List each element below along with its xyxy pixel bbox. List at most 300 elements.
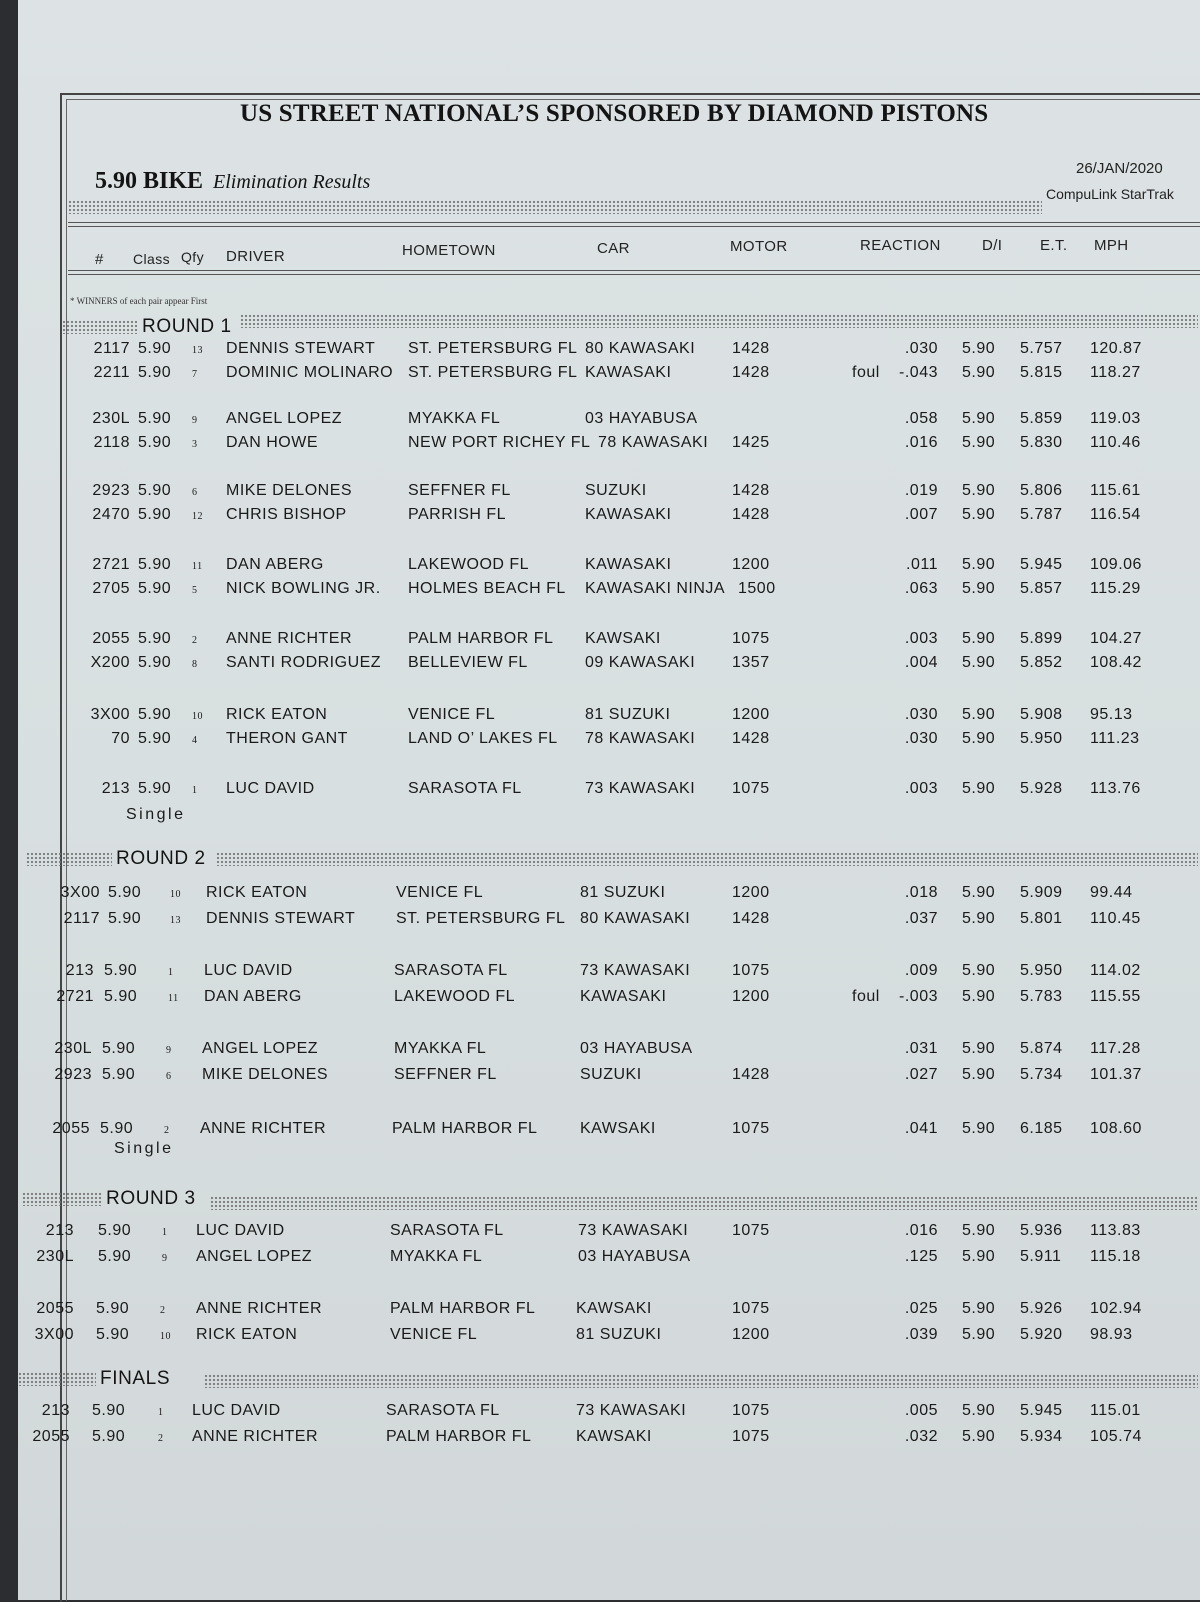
motor-cell: 1075 <box>732 1428 770 1445</box>
hometown-cell: SEFFNER FL <box>394 1066 497 1083</box>
driver-cell: RICK EATON <box>206 884 308 901</box>
driver-cell: THERON GANT <box>226 730 348 747</box>
event-title: US STREET NATIONAL’S SPONSORED BY DIAMOND PISTONS <box>240 100 989 127</box>
car-cell: 09 KAWASAKI <box>585 654 696 671</box>
car-cell: KAWSAKI <box>585 630 661 647</box>
motor-cell: 1200 <box>732 1326 770 1343</box>
hometown-cell: VENICE FL <box>408 706 496 723</box>
car-number: 2923 <box>54 1066 92 1083</box>
car-cell: 81 SUZUKI <box>580 884 666 901</box>
qualifier-cell: 13 <box>170 915 181 926</box>
dial-in-cell: 5.90 <box>962 730 996 747</box>
class-cell: 5.90 <box>92 1402 126 1419</box>
class-cell: 5.90 <box>138 482 172 499</box>
mph-cell: 98.93 <box>1090 1326 1133 1343</box>
timing-system: CompuLink StarTrak <box>1046 186 1174 202</box>
result-row <box>0 630 1200 654</box>
col-header-class: Class <box>133 251 171 267</box>
hometown-cell: PALM HARBOR FL <box>392 1120 538 1137</box>
driver-cell: ANGEL LOPEZ <box>226 410 343 427</box>
result-row <box>0 1066 1200 1090</box>
class-cell: 5.90 <box>138 654 172 671</box>
car-number: 2055 <box>36 1300 74 1317</box>
result-row <box>0 988 1200 1012</box>
divider-line <box>68 222 1200 223</box>
qualifier-cell: 2 <box>192 635 198 646</box>
driver-cell: DENNIS STEWART <box>226 340 376 357</box>
dial-in-cell: 5.90 <box>962 1326 996 1343</box>
car-number: 3X00 <box>90 706 130 723</box>
et-cell: 5.950 <box>1020 962 1063 979</box>
et-cell: 5.857 <box>1020 580 1063 597</box>
car-cell: 81 SUZUKI <box>585 706 671 723</box>
qualifier-cell: 2 <box>158 1433 164 1444</box>
reaction-cell: .005 <box>904 1402 938 1419</box>
reaction-cell: .025 <box>904 1300 938 1317</box>
dial-in-cell: 5.90 <box>962 1300 996 1317</box>
result-row <box>0 410 1200 434</box>
et-cell: 5.928 <box>1020 780 1063 797</box>
car-cell: KAWASAKI <box>580 988 667 1005</box>
driver-cell: DENNIS STEWART <box>206 910 356 927</box>
reaction-cell: .019 <box>904 482 938 499</box>
driver-cell: SANTI RODRIGUEZ <box>226 654 382 671</box>
result-row <box>0 1428 1200 1452</box>
car-cell: KAWASAKI <box>585 556 672 573</box>
winners-note: * WINNERS of each pair appear First <box>70 296 208 306</box>
qualifier-cell: 2 <box>160 1305 166 1316</box>
reaction-cell: -.003 <box>899 988 938 1005</box>
mph-cell: 101.37 <box>1090 1066 1142 1083</box>
result-row <box>0 340 1200 364</box>
class-cell: 5.90 <box>102 1066 136 1083</box>
dial-in-cell: 5.90 <box>962 1040 996 1057</box>
car-number: 2211 <box>93 364 130 381</box>
col-header-et: E.T. <box>1040 237 1068 254</box>
reaction-cell: .063 <box>904 580 938 597</box>
motor-cell: 1428 <box>732 364 770 381</box>
col-header-driver: DRIVER <box>226 248 286 265</box>
reaction-cell: .004 <box>904 654 938 671</box>
reaction-cell: .009 <box>904 962 938 979</box>
car-number: 2721 <box>56 988 94 1005</box>
et-cell: 5.936 <box>1020 1222 1063 1239</box>
reaction-cell: .058 <box>904 410 938 427</box>
et-cell: 5.783 <box>1020 988 1063 1005</box>
class-name: 5.90 BIKE <box>95 168 204 194</box>
hometown-cell: NEW PORT RICHEY FL <box>408 434 591 451</box>
dotted-band <box>204 1374 1198 1388</box>
car-cell: SUZUKI <box>580 1066 642 1083</box>
result-row <box>0 1120 1200 1144</box>
result-row <box>0 506 1200 530</box>
hometown-cell: PALM HARBOR FL <box>390 1300 536 1317</box>
col-header-car: CAR <box>597 240 630 257</box>
dial-in-cell: 5.90 <box>962 1222 996 1239</box>
reaction-cell: .039 <box>904 1326 938 1343</box>
mph-cell: 115.01 <box>1090 1402 1141 1419</box>
foul-flag: foul <box>852 364 880 381</box>
motor-cell: 1428 <box>732 910 770 927</box>
mph-cell: 108.60 <box>1090 1120 1142 1137</box>
reaction-cell: .016 <box>904 434 938 451</box>
divider-line <box>68 270 1200 271</box>
dial-in-cell: 5.90 <box>962 556 996 573</box>
et-cell: 5.899 <box>1020 630 1063 647</box>
results-subtitle <box>95 168 370 195</box>
car-cell: SUZUKI <box>585 482 647 499</box>
hometown-cell: SARASOTA FL <box>408 780 522 797</box>
car-number: 230L <box>36 1248 74 1265</box>
dial-in-cell: 5.90 <box>962 910 996 927</box>
result-row <box>0 1326 1200 1350</box>
reaction-cell: -.043 <box>899 364 938 381</box>
reaction-cell: .030 <box>904 340 938 357</box>
class-cell: 5.90 <box>96 1326 130 1343</box>
col-header-motor: MOTOR <box>730 238 788 255</box>
qualifier-cell: 2 <box>164 1125 170 1136</box>
car-number: 230L <box>92 410 130 427</box>
hometown-cell: PARRISH FL <box>408 506 507 523</box>
mph-cell: 108.42 <box>1090 654 1142 671</box>
class-cell: 5.90 <box>96 1300 130 1317</box>
qualifier-cell: 11 <box>192 561 203 572</box>
car-number: 3X00 <box>60 884 100 901</box>
hometown-cell: MYAKKA FL <box>390 1248 483 1265</box>
dial-in-cell: 5.90 <box>962 580 996 597</box>
class-cell: 5.90 <box>92 1428 126 1445</box>
result-row <box>0 654 1200 678</box>
car-cell: KAWSAKI <box>576 1300 652 1317</box>
driver-cell: RICK EATON <box>226 706 328 723</box>
qualifier-cell: 9 <box>162 1253 168 1264</box>
result-row <box>0 706 1200 730</box>
motor-cell: 1200 <box>732 556 770 573</box>
car-cell: 80 KAWASAKI <box>580 910 691 927</box>
dial-in-cell: 5.90 <box>962 1428 996 1445</box>
car-cell: 03 HAYABUSA <box>578 1248 691 1265</box>
mph-cell: 115.55 <box>1090 988 1141 1005</box>
result-row <box>0 910 1200 934</box>
motor-cell: 1075 <box>732 1120 770 1137</box>
car-cell: 78 KAWASAKI <box>598 434 709 451</box>
reaction-cell: .018 <box>904 884 938 901</box>
car-cell: 73 KAWASAKI <box>585 780 696 797</box>
class-cell: 5.90 <box>138 410 172 427</box>
qualifier-cell: 1 <box>158 1407 164 1418</box>
class-cell: 5.90 <box>138 434 172 451</box>
qualifier-cell: 7 <box>192 369 198 380</box>
reaction-cell: .027 <box>904 1066 938 1083</box>
et-cell: 5.806 <box>1020 482 1063 499</box>
qualifier-cell: 9 <box>166 1045 172 1056</box>
et-cell: 5.801 <box>1020 910 1063 927</box>
car-number: 3X00 <box>34 1326 74 1343</box>
hometown-cell: PALM HARBOR FL <box>408 630 554 647</box>
qualifier-cell: 8 <box>192 659 198 670</box>
car-cell: 81 SUZUKI <box>576 1326 662 1343</box>
hometown-cell: ST. PETERSBURG FL <box>408 364 578 381</box>
qualifier-cell: 1 <box>162 1227 168 1238</box>
mph-cell: 113.83 <box>1090 1222 1141 1239</box>
result-row <box>0 1040 1200 1064</box>
dotted-band <box>18 1372 96 1386</box>
dial-in-cell: 5.90 <box>962 1248 996 1265</box>
col-header-mph: MPH <box>1094 237 1129 254</box>
class-cell: 5.90 <box>138 580 172 597</box>
driver-cell: DAN ABERG <box>204 988 302 1005</box>
et-cell: 6.185 <box>1020 1120 1063 1137</box>
round-2-heading: ROUND 2 <box>116 848 206 869</box>
motor-cell: 1075 <box>732 780 770 797</box>
car-cell: 73 KAWASAKI <box>576 1402 687 1419</box>
qualifier-cell: 10 <box>192 711 203 722</box>
result-row <box>0 556 1200 580</box>
car-number: 2118 <box>93 434 130 451</box>
driver-cell: ANNE RICHTER <box>192 1428 319 1445</box>
dial-in-cell: 5.90 <box>962 1402 996 1419</box>
driver-cell: MIKE DELONES <box>202 1066 329 1083</box>
mph-cell: 110.46 <box>1090 434 1141 451</box>
event-date: 26/JAN/2020 <box>1076 160 1163 177</box>
hometown-cell: VENICE FL <box>396 884 484 901</box>
result-row <box>0 730 1200 754</box>
dotted-band <box>22 1192 102 1206</box>
class-cell: 5.90 <box>138 556 172 573</box>
car-number: 2470 <box>92 506 130 523</box>
driver-cell: LUC DAVID <box>226 780 315 797</box>
dotted-band <box>240 314 1198 328</box>
result-row <box>0 884 1200 908</box>
car-number: 230L <box>54 1040 92 1057</box>
reaction-cell: .016 <box>904 1222 938 1239</box>
dotted-band <box>62 320 138 334</box>
dial-in-cell: 5.90 <box>962 1120 996 1137</box>
result-row <box>0 962 1200 986</box>
round-1-heading: ROUND 1 <box>142 316 232 337</box>
mph-cell: 99.44 <box>1090 884 1133 901</box>
class-cell: 5.90 <box>138 730 172 747</box>
result-row <box>0 482 1200 506</box>
car-cell: 73 KAWASAKI <box>580 962 691 979</box>
reaction-cell: .011 <box>906 556 938 573</box>
et-cell: 5.934 <box>1020 1428 1063 1445</box>
mph-cell: 115.29 <box>1090 580 1141 597</box>
result-row <box>0 780 1200 804</box>
class-cell: 5.90 <box>138 364 172 381</box>
car-cell: KAWASAKI NINJA <box>585 580 726 597</box>
hometown-cell: MYAKKA FL <box>408 410 501 427</box>
class-cell: 5.90 <box>138 780 172 797</box>
qualifier-cell: 11 <box>168 993 179 1004</box>
class-cell: 5.90 <box>98 1222 132 1239</box>
hometown-cell: SARASOTA FL <box>390 1222 504 1239</box>
driver-cell: ANGEL LOPEZ <box>196 1248 313 1265</box>
motor-cell: 1428 <box>732 730 770 747</box>
class-cell: 5.90 <box>138 340 172 357</box>
motor-cell: 1075 <box>732 630 770 647</box>
hometown-cell: LAKEWOOD FL <box>408 556 530 573</box>
reaction-cell: .037 <box>904 910 938 927</box>
driver-cell: CHRIS BISHOP <box>226 506 347 523</box>
mph-cell: 109.06 <box>1090 556 1142 573</box>
dial-in-cell: 5.90 <box>962 506 996 523</box>
qualifier-cell: 10 <box>170 889 181 900</box>
car-number: 2055 <box>52 1120 90 1137</box>
reaction-cell: .007 <box>904 506 938 523</box>
car-number: 2705 <box>92 580 130 597</box>
et-cell: 5.945 <box>1020 556 1063 573</box>
result-row <box>0 580 1200 604</box>
motor-cell: 1500 <box>738 580 776 597</box>
mph-cell: 117.28 <box>1090 1040 1141 1057</box>
car-number: 213 <box>45 1222 74 1239</box>
dial-in-cell: 5.90 <box>962 962 996 979</box>
car-number: 213 <box>41 1402 70 1419</box>
qualifier-cell: 5 <box>192 585 198 596</box>
qualifier-cell: 6 <box>192 487 198 498</box>
qualifier-cell: 13 <box>192 345 203 356</box>
car-cell: 03 HAYABUSA <box>585 410 698 427</box>
result-row <box>0 1402 1200 1426</box>
hometown-cell: SEFFNER FL <box>408 482 511 499</box>
result-row <box>0 1300 1200 1324</box>
dial-in-cell: 5.90 <box>962 340 996 357</box>
driver-cell: ANGEL LOPEZ <box>202 1040 319 1057</box>
result-row <box>0 364 1200 388</box>
single-run-label: Single <box>114 1140 174 1157</box>
reaction-cell: .003 <box>904 780 938 797</box>
foul-flag: foul <box>852 988 880 1005</box>
et-cell: 5.911 <box>1020 1248 1062 1265</box>
hometown-cell: LAND O’ LAKES FL <box>408 730 558 747</box>
hometown-cell: ST. PETERSBURG FL <box>396 910 566 927</box>
mph-cell: 120.87 <box>1090 340 1142 357</box>
hometown-cell: HOLMES BEACH FL <box>408 580 566 597</box>
mph-cell: 102.94 <box>1090 1300 1142 1317</box>
hometown-cell: MYAKKA FL <box>394 1040 487 1057</box>
car-cell: 03 HAYABUSA <box>580 1040 693 1057</box>
finals-heading: FINALS <box>100 1368 171 1389</box>
dial-in-cell: 5.90 <box>962 884 996 901</box>
motor-cell: 1075 <box>732 1222 770 1239</box>
mph-cell: 111.23 <box>1090 730 1140 747</box>
class-cell: 5.90 <box>104 988 138 1005</box>
driver-cell: RICK EATON <box>196 1326 298 1343</box>
class-cell: 5.90 <box>108 910 142 927</box>
car-number: 2117 <box>63 910 100 927</box>
driver-cell: LUC DAVID <box>204 962 293 979</box>
mph-cell: 115.61 <box>1090 482 1141 499</box>
dotted-band <box>26 852 112 866</box>
car-number: 213 <box>101 780 130 797</box>
results-label: Elimination Results <box>213 171 371 193</box>
qualifier-cell: 1 <box>168 967 174 978</box>
car-cell: KAWASAKI <box>585 364 672 381</box>
result-row <box>0 434 1200 458</box>
car-number: 70 <box>111 730 130 747</box>
dotted-band <box>216 852 1198 866</box>
qualifier-cell: 9 <box>192 415 198 426</box>
col-header-number: # <box>95 251 104 268</box>
mph-cell: 115.18 <box>1090 1248 1141 1265</box>
class-cell: 5.90 <box>100 1120 134 1137</box>
reaction-cell: .030 <box>904 706 938 723</box>
et-cell: 5.757 <box>1020 340 1063 357</box>
col-header-dial-in: D/I <box>982 237 1003 254</box>
motor-cell: 1200 <box>732 884 770 901</box>
driver-cell: ANNE RICHTER <box>226 630 353 647</box>
motor-cell: 1200 <box>732 706 770 723</box>
class-cell: 5.90 <box>108 884 142 901</box>
motor-cell: 1428 <box>732 340 770 357</box>
qualifier-cell: 12 <box>192 511 203 522</box>
hometown-cell: ST. PETERSBURG FL <box>408 340 578 357</box>
hometown-cell: VENICE FL <box>390 1326 478 1343</box>
dial-in-cell: 5.90 <box>962 482 996 499</box>
driver-cell: LUC DAVID <box>196 1222 285 1239</box>
driver-cell: DAN HOWE <box>226 434 318 451</box>
dial-in-cell: 5.90 <box>962 706 996 723</box>
dotted-band <box>68 200 1042 214</box>
et-cell: 5.787 <box>1020 506 1063 523</box>
hometown-cell: PALM HARBOR FL <box>386 1428 532 1445</box>
et-cell: 5.815 <box>1020 364 1063 381</box>
car-cell: 78 KAWASAKI <box>585 730 696 747</box>
car-number: 2117 <box>93 340 130 357</box>
hometown-cell: BELLEVIEW FL <box>408 654 528 671</box>
driver-cell: MIKE DELONES <box>226 482 353 499</box>
et-cell: 5.920 <box>1020 1326 1063 1343</box>
et-cell: 5.734 <box>1020 1066 1063 1083</box>
car-cell: 80 KAWASAKI <box>585 340 696 357</box>
driver-cell: LUC DAVID <box>192 1402 281 1419</box>
mph-cell: 118.27 <box>1090 364 1141 381</box>
et-cell: 5.830 <box>1020 434 1063 451</box>
car-number: 2055 <box>32 1428 70 1445</box>
mph-cell: 110.45 <box>1090 910 1141 927</box>
motor-cell: 1075 <box>732 962 770 979</box>
motor-cell: 1428 <box>732 506 770 523</box>
qualifier-cell: 1 <box>192 785 198 796</box>
dial-in-cell: 5.90 <box>962 988 996 1005</box>
divider-line <box>68 226 1200 227</box>
driver-cell: DAN ABERG <box>226 556 324 573</box>
col-header-hometown: HOMETOWN <box>402 242 496 259</box>
motor-cell: 1428 <box>732 1066 770 1083</box>
qualifier-cell: 3 <box>192 439 198 450</box>
reaction-cell: .041 <box>904 1120 938 1137</box>
dotted-band <box>210 1196 1198 1210</box>
car-cell: KAWASAKI <box>585 506 672 523</box>
driver-cell: NICK BOWLING JR. <box>226 580 381 597</box>
result-row <box>0 1248 1200 1272</box>
motor-cell: 1075 <box>732 1402 770 1419</box>
et-cell: 5.874 <box>1020 1040 1063 1057</box>
divider-line <box>68 274 1200 275</box>
dial-in-cell: 5.90 <box>962 434 996 451</box>
car-cell: KAWSAKI <box>580 1120 656 1137</box>
qualifier-cell: 10 <box>160 1331 171 1342</box>
mph-cell: 113.76 <box>1090 780 1141 797</box>
mph-cell: 119.03 <box>1090 410 1141 427</box>
motor-cell: 1428 <box>732 482 770 499</box>
dial-in-cell: 5.90 <box>962 630 996 647</box>
driver-cell: ANNE RICHTER <box>200 1120 327 1137</box>
car-number: 213 <box>65 962 94 979</box>
car-number: 2721 <box>92 556 130 573</box>
motor-cell: 1200 <box>732 988 770 1005</box>
